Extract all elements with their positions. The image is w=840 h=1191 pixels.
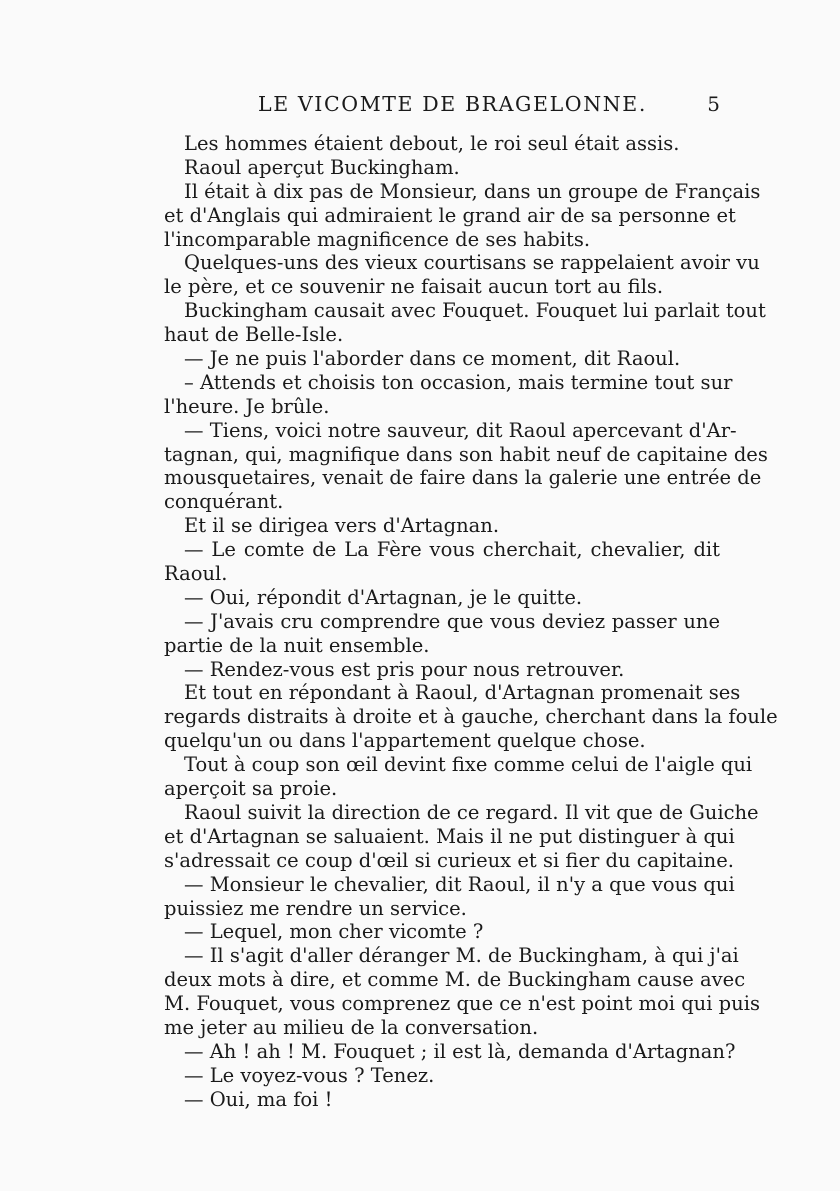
text-line: Et tout en répondant à Raoul, d'Artagnan promenait ses <box>184 681 741 705</box>
text-line: Et il se dirigea vers d'Artagnan. <box>184 514 500 538</box>
text-line: Quelques-uns des vieux courtisans se rappelaient avoir vu <box>184 251 760 275</box>
text-line: — Ah ! ah ! M. Fouquet ; il est là, demanda d'Artagnan? <box>184 1039 736 1063</box>
text-line: puissiez me rendre un service. <box>164 896 467 920</box>
text-line: et d'Anglais qui admiraient le grand air de sa personne et <box>164 203 736 227</box>
text-line: — Je ne puis l'aborder dans ce moment, dit Raoul. <box>184 347 681 371</box>
text-line: Buckingham causait avec Fouquet. Fouquet lui parlait tout <box>184 299 766 323</box>
text-line: M. Fouquet, vous comprenez que ce n'est point moi qui puis <box>164 992 760 1016</box>
text-line: Il était à dix pas de Monsieur, dans un groupe de Français <box>184 179 761 203</box>
text-line: l'incomparable magnificence de ses habits. <box>164 227 591 251</box>
text-line: Raoul. <box>164 562 228 586</box>
running-head <box>164 92 720 124</box>
text-line: aperçoit sa proie. <box>164 777 338 801</box>
body-text <box>164 132 778 1112</box>
text-line: deux mots à dire, et comme M. de Buckingham cause avec <box>164 968 746 992</box>
text-line: — Rendez-vous est pris pour nous retrouver. <box>184 657 625 681</box>
page-number: 5 <box>707 92 720 116</box>
text-line: haut de Belle-Isle. <box>164 323 344 347</box>
text-line: — Il s'agit d'aller déranger M. de Buckingham, à qui j'ai <box>184 944 739 968</box>
text-line: s'adressait ce coup d'œil si curieux et si fier du capitaine. <box>164 848 734 872</box>
text-line: le père, et ce souvenir ne faisait aucun tort au fils. <box>164 275 664 299</box>
text-line: — Le voyez-vous ? Tenez. <box>184 1063 435 1087</box>
text-line: et d'Artagnan se saluaient. Mais il ne put distinguer à qui <box>164 824 735 848</box>
text-line: conquérant. <box>164 490 284 514</box>
text-line: l'heure. Je brûle. <box>164 394 330 418</box>
text-line: partie de la nuit ensemble. <box>164 633 430 657</box>
text-line: — J'avais cru comprendre que vous deviez passer une <box>184 609 720 633</box>
text-line: Tout à coup son œil devint fixe comme celui de l'aigle qui <box>184 753 753 777</box>
text-line: quelqu'un ou dans l'appartement quelque chose. <box>164 729 646 753</box>
running-title: LE VICOMTE DE BRAGELONNE. <box>258 92 647 116</box>
text-line: – Attends et choisis ton occasion, mais termine tout sur <box>184 370 733 394</box>
text-line: — Oui, répondit d'Artagnan, je le quitte. <box>184 585 583 609</box>
text-line: — Tiens, voici notre sauveur, dit Raoul apercevant d'Ar- <box>184 418 737 442</box>
text-line: — Oui, ma foi ! <box>184 1087 333 1111</box>
text-line: Les hommes étaient debout, le roi seul était assis. <box>184 132 680 155</box>
text-line: — Le comte de La Fère vous cherchait, chevalier, dit <box>184 538 720 562</box>
text-line: Raoul suivit la direction de ce regard. Il vit que de Guiche <box>184 800 759 824</box>
text-line: regards distraits à droite et à gauche, cherchant dans la foule <box>164 705 778 729</box>
text-line: me jeter au milieu de la conversation. <box>164 1015 539 1039</box>
text-line: — Lequel, mon cher vicomte ? <box>184 920 484 944</box>
text-line: tagnan, qui, magnifique dans son habit neuf de capitaine des <box>164 442 768 466</box>
text-line: mousquetaires, venait de faire dans la galerie une entrée de <box>164 466 762 490</box>
text-line: — Monsieur le chevalier, dit Raoul, il n'y a que vous qui <box>184 872 735 896</box>
text-line: Raoul aperçut Buckingham. <box>184 155 460 179</box>
